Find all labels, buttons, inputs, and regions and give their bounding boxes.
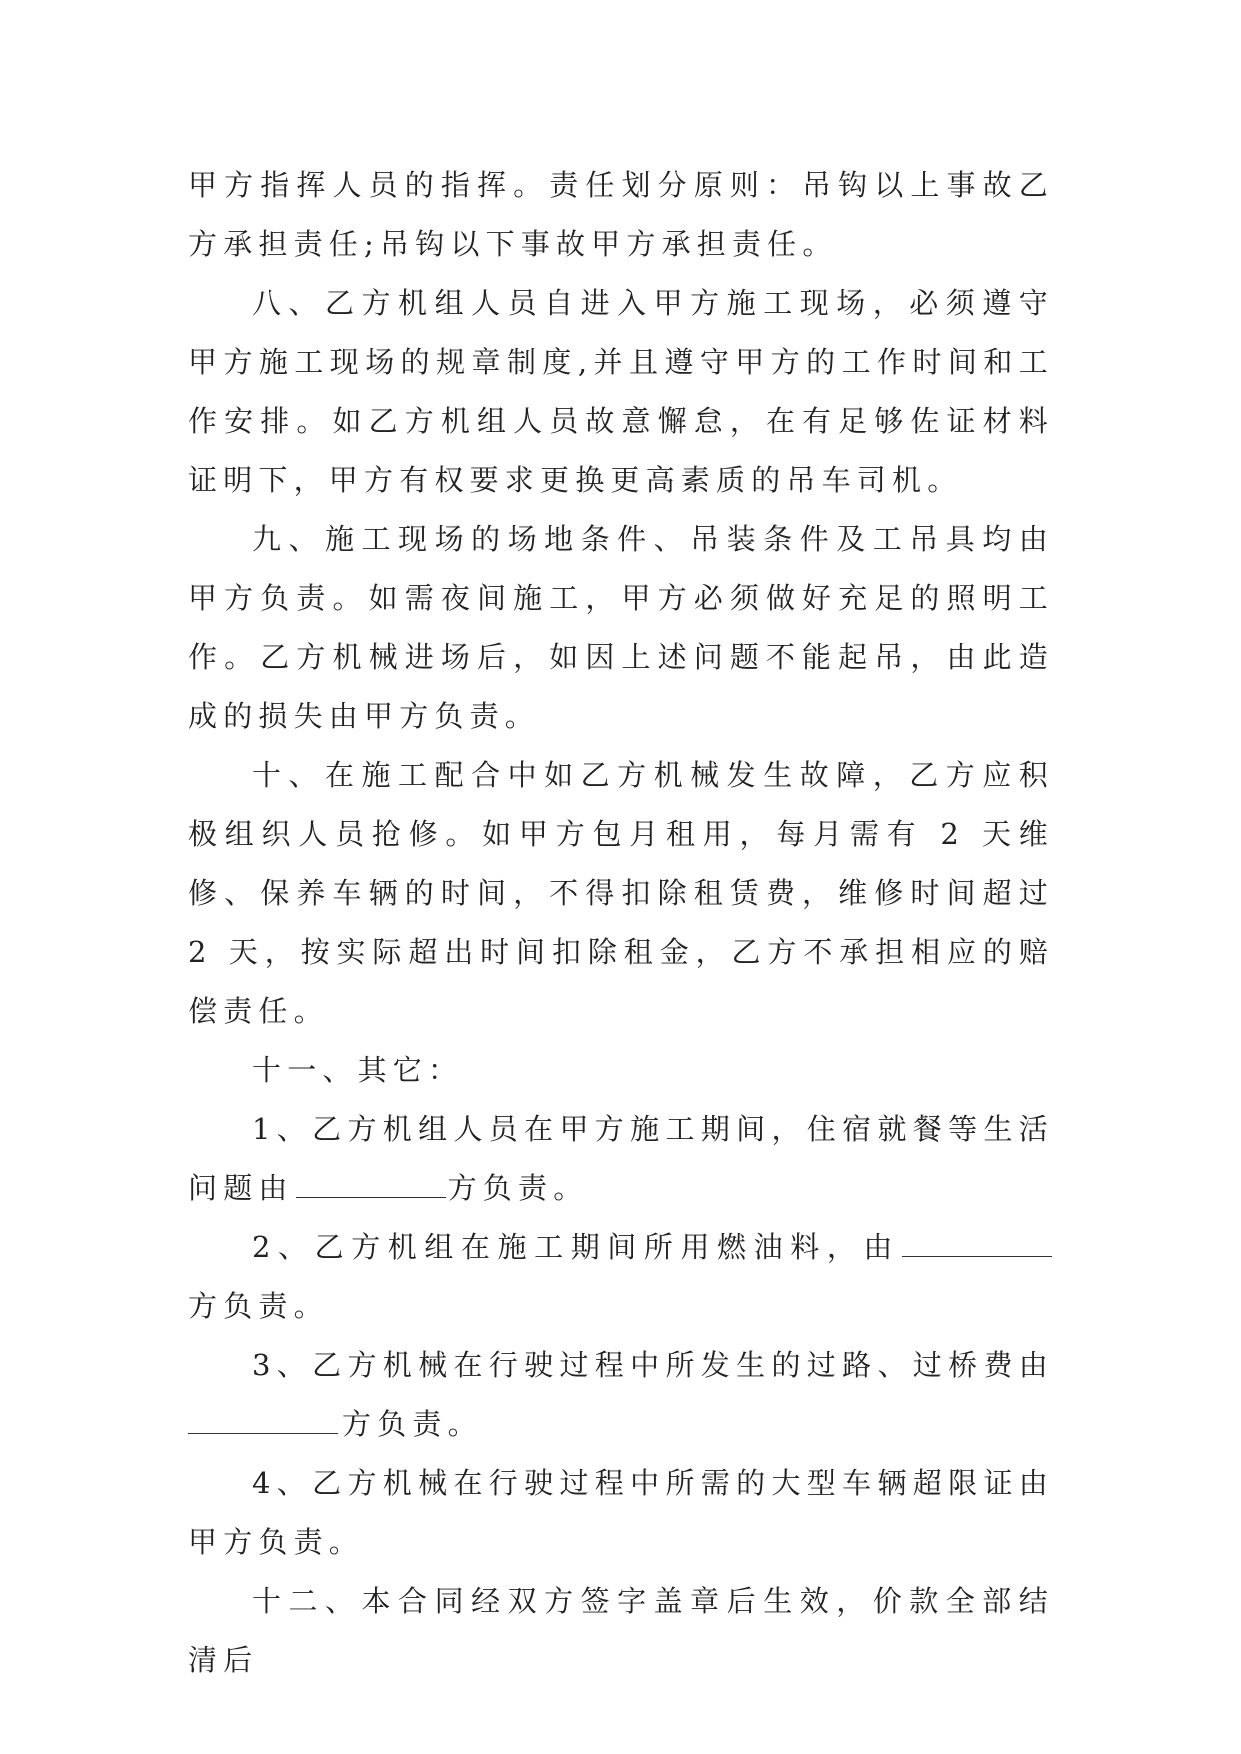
clause-11-item-2 [188, 1218, 1054, 1336]
document-body [188, 156, 1054, 1690]
clause-11-heading: 十一、其它： [252, 1053, 464, 1087]
item-3-text-b: 方负责。 [342, 1407, 483, 1441]
item-2-text-b: 方负责。 [188, 1289, 329, 1323]
clause-11-item-3 [188, 1336, 1054, 1454]
clause-11-item-4: 4、乙方机械在行驶过程中所需的大型车辆超限证由甲方负责。 [188, 1466, 1054, 1559]
clause-12: 十二、本合同经双方签字盖章后生效，价款全部结清后 [188, 1584, 1054, 1677]
item-1-text-b: 方负责。 [447, 1171, 589, 1205]
item-3-blank-field[interactable] [188, 1403, 338, 1434]
item-2-text-a: 2、乙方机组在施工期间所用燃油料，由 [252, 1230, 900, 1264]
clause-9: 九、施工现场的场地条件、吊装条件及工吊具均由甲方负责。如需夜间施工，甲方必须做好充足的照明工作。乙方机械进场后，如因上述问题不能起吊，由此造成的损失由甲方负责。 [188, 522, 1054, 733]
clause-10: 十、在施工配合中如乙方机械发生故障，乙方应积极组织人员抢修。如甲方包月租用，每月需有 2 天维修、保养车辆的时间，不得扣除租赁费，维修时间超过 2 天，按实际超出时间扣除租金，乙方不承担相应的赔偿责任。 [188, 758, 1054, 1028]
clause-11-item-1 [188, 1100, 1054, 1218]
item-3-text-a: 3、乙方机械在行驶过程中所发生的过路、过桥费由 [252, 1348, 1054, 1382]
item-1-text-a: 1、乙方机组人员在甲方施工期间，住宿就餐等生活问题由 [188, 1112, 1054, 1205]
paragraph-continued: 甲方指挥人员的指挥。责任划分原则：吊钩以上事故乙方承担责任;吊钩以下事故甲方承担责任。 [188, 168, 1054, 261]
item-1-blank-field[interactable] [296, 1167, 446, 1198]
item-2-blank-field[interactable] [902, 1226, 1052, 1257]
clause-8: 八、乙方机组人员自进入甲方施工现场，必须遵守甲方施工现场的规章制度,并且遵守甲方的工作时间和工作安排。如乙方机组人员故意懈怠，在有足够佐证材料证明下，甲方有权要求更换更高素质的吊车司机。 [188, 286, 1054, 497]
